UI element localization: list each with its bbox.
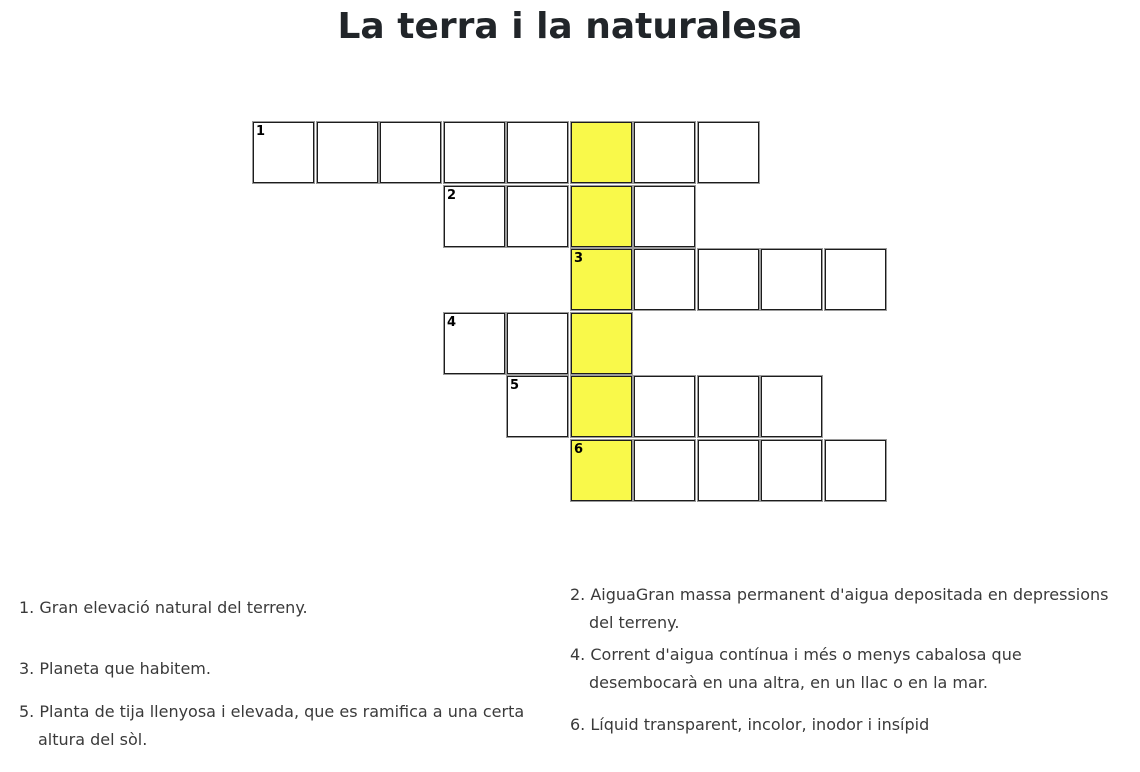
clue-1 <box>19 594 539 622</box>
clue-text: Gran elevació natural del terreny. <box>39 598 308 617</box>
clue-number: 6. <box>570 715 586 734</box>
crossword-cell[interactable] <box>444 313 505 374</box>
crossword-cell[interactable] <box>698 440 759 501</box>
crossword-cell[interactable] <box>761 376 822 437</box>
clue-number-label: 1 <box>256 124 266 139</box>
page-title: La terra i la naturalesa <box>337 6 803 47</box>
clue-5 <box>19 698 549 754</box>
crossword-cell[interactable] <box>761 440 822 501</box>
crossword-cell[interactable] <box>761 249 822 310</box>
crossword-cell[interactable] <box>634 249 695 310</box>
crossword-cell[interactable] <box>634 376 695 437</box>
clue-text: AiguaGran massa permanent d'aigua depositada en depressions del terreny. <box>589 585 1109 632</box>
crossword-cell[interactable] <box>825 440 886 501</box>
crossword-cell-highlighted[interactable] <box>571 186 632 247</box>
crossword-cell-highlighted[interactable] <box>571 249 632 310</box>
clue-number: 1. <box>19 598 35 617</box>
clue-number-label: 5 <box>510 378 520 393</box>
crossword-cell[interactable] <box>825 249 886 310</box>
clue-2 <box>570 581 1130 637</box>
crossword-cell[interactable] <box>698 376 759 437</box>
clue-number: 2. <box>570 585 586 604</box>
crossword-cell[interactable] <box>253 122 314 183</box>
clue-3 <box>19 655 539 683</box>
clue-number: 3. <box>19 659 35 678</box>
clue-text: Planta de tija llenyosa i elevada, que es ramifica a una certa altura del sòl. <box>38 702 525 749</box>
crossword-cell[interactable] <box>507 122 568 183</box>
clue-number-label: 2 <box>447 188 457 203</box>
crossword-cell-highlighted[interactable] <box>571 122 632 183</box>
clue-number-label: 6 <box>574 442 584 457</box>
crossword-cell[interactable] <box>634 122 695 183</box>
crossword-cell-highlighted[interactable] <box>571 440 632 501</box>
clue-number-label: 4 <box>447 315 457 330</box>
crossword-cell[interactable] <box>444 186 505 247</box>
clue-number: 5. <box>19 702 35 721</box>
clue-6 <box>570 711 1090 739</box>
crossword-cell[interactable] <box>507 376 568 437</box>
crossword-cell[interactable] <box>507 186 568 247</box>
crossword-cell[interactable] <box>698 122 759 183</box>
crossword-cell[interactable] <box>698 249 759 310</box>
crossword-cell[interactable] <box>634 186 695 247</box>
clue-4 <box>570 641 1090 697</box>
crossword-cell-highlighted[interactable] <box>571 376 632 437</box>
crossword-cell-highlighted[interactable] <box>571 313 632 374</box>
clue-number-label: 3 <box>574 251 584 266</box>
clue-text: Líquid transparent, incolor, inodor i insípid <box>590 715 930 734</box>
crossword-cell[interactable] <box>507 313 568 374</box>
crossword-cell[interactable] <box>634 440 695 501</box>
clue-number: 4. <box>570 645 586 664</box>
crossword-cell[interactable] <box>444 122 505 183</box>
crossword-cell[interactable] <box>317 122 378 183</box>
crossword-cell[interactable] <box>380 122 441 183</box>
clue-text: Corrent d'aigua contínua i més o menys cabalosa que desembocarà en una altra, en un llac o en la mar. <box>589 645 1022 692</box>
clue-text: Planeta que habitem. <box>39 659 211 678</box>
